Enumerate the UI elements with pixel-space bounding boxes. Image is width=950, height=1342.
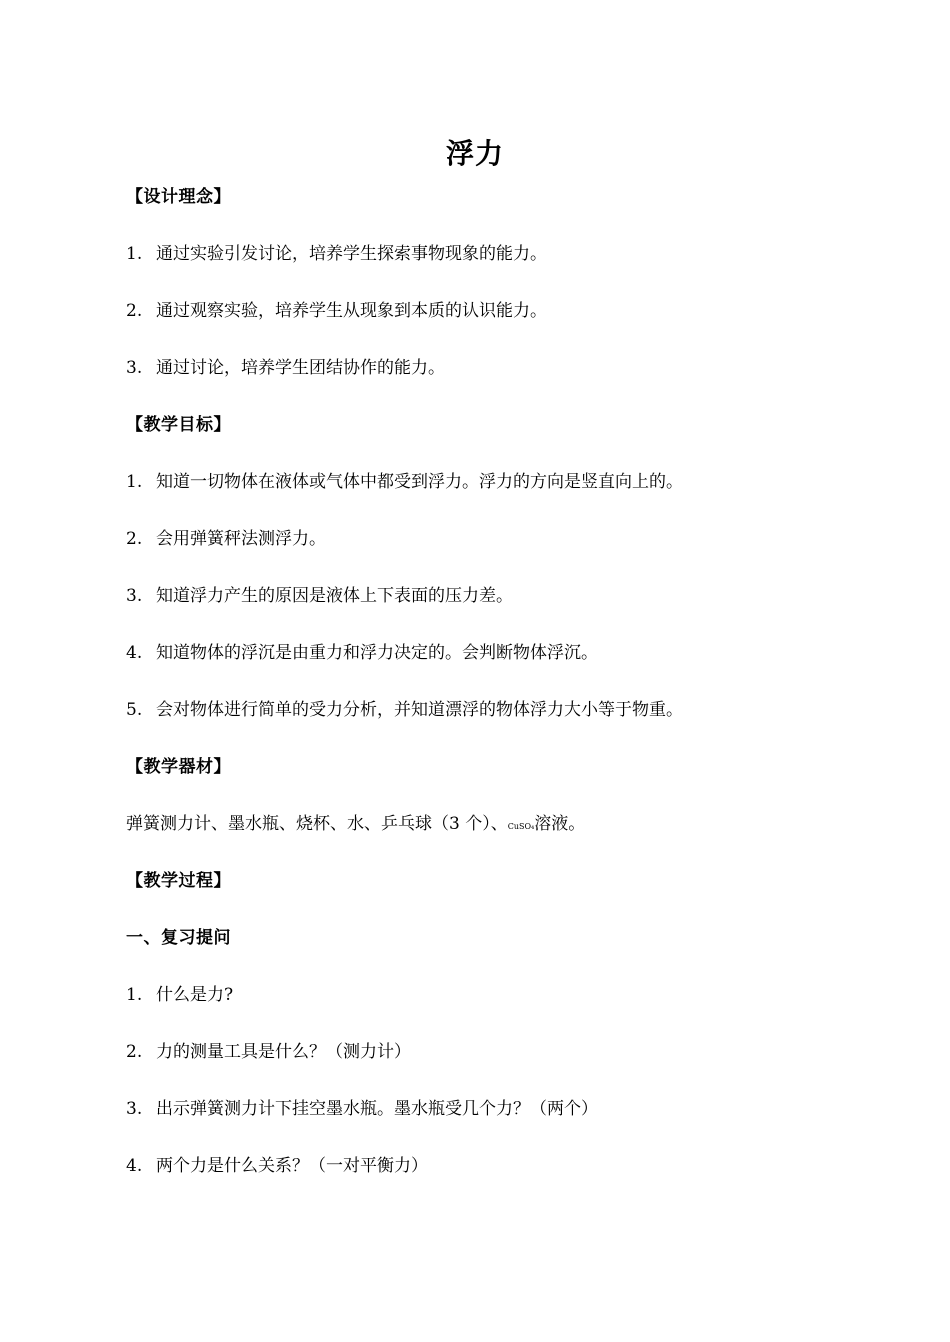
item-number: 1. xyxy=(126,244,143,264)
goal-item-4 xyxy=(126,641,598,665)
goal-item-5 xyxy=(126,698,683,722)
subsection-heading-review: 一、复习提问 xyxy=(126,928,231,948)
item-number: 2. xyxy=(126,1042,143,1062)
goal-item-3 xyxy=(126,584,513,608)
item-number: 1. xyxy=(126,985,143,1005)
item-text: 通过观察实验，培养学生从现象到本质的认识能力。 xyxy=(156,301,547,321)
item-text: 什么是力? xyxy=(156,985,234,1005)
goal-item-1 xyxy=(126,470,683,494)
item-text: 通过实验引发讨论，培养学生探索事物现象的能力。 xyxy=(156,244,547,264)
item-number: 4. xyxy=(126,1156,143,1176)
review-item-3 xyxy=(126,1097,598,1121)
item-number: 2. xyxy=(126,301,143,321)
materials-formula: CuSO₄ xyxy=(507,822,535,831)
item-text: 知道一切物体在液体或气体中都受到浮力。浮力的方向是竖直向上的。 xyxy=(156,472,683,492)
materials-line xyxy=(126,812,585,839)
item-number: 3. xyxy=(126,586,143,606)
item-number: 5. xyxy=(126,700,143,720)
review-item-4 xyxy=(126,1154,428,1178)
materials-text: 弹簧测力计、墨水瓶、烧杯、水、乒乓球（3 个）、 xyxy=(126,814,508,834)
design-item-3 xyxy=(126,356,445,380)
section-heading-design: 【设计理念】 xyxy=(126,187,231,207)
item-text: 力的测量工具是什么？（测力计） xyxy=(156,1042,411,1062)
item-number: 4. xyxy=(126,643,143,663)
item-number: 3. xyxy=(126,358,143,378)
review-item-1 xyxy=(126,983,233,1007)
item-text: 知道浮力产生的原因是液体上下表面的压力差。 xyxy=(156,586,513,606)
design-item-2 xyxy=(126,299,547,323)
item-text: 会对物体进行简单的受力分析，并知道漂浮的物体浮力大小等于物重。 xyxy=(156,700,683,720)
materials-text-end: 溶液。 xyxy=(534,814,586,834)
section-heading-process: 【教学过程】 xyxy=(126,871,231,891)
section-heading-materials: 【教学器材】 xyxy=(126,757,231,777)
item-text: 知道物体的浮沉是由重力和浮力决定的。会判断物体浮沉。 xyxy=(156,643,598,663)
item-number: 3. xyxy=(126,1099,143,1119)
review-item-2 xyxy=(126,1040,411,1064)
item-number: 2. xyxy=(126,529,143,549)
design-item-1 xyxy=(126,242,547,266)
item-text: 两个力是什么关系？（一对平衡力） xyxy=(156,1156,428,1176)
section-heading-goals: 【教学目标】 xyxy=(126,415,231,435)
item-text: 出示弹簧测力计下挂空墨水瓶。墨水瓶受几个力？（两个） xyxy=(156,1099,598,1119)
document-title: 浮力 xyxy=(445,137,504,170)
item-text: 会用弹簧秤法测浮力。 xyxy=(156,529,326,549)
item-number: 1. xyxy=(126,472,143,492)
item-text: 通过讨论，培养学生团结协作的能力。 xyxy=(156,358,445,378)
goal-item-2 xyxy=(126,527,326,551)
